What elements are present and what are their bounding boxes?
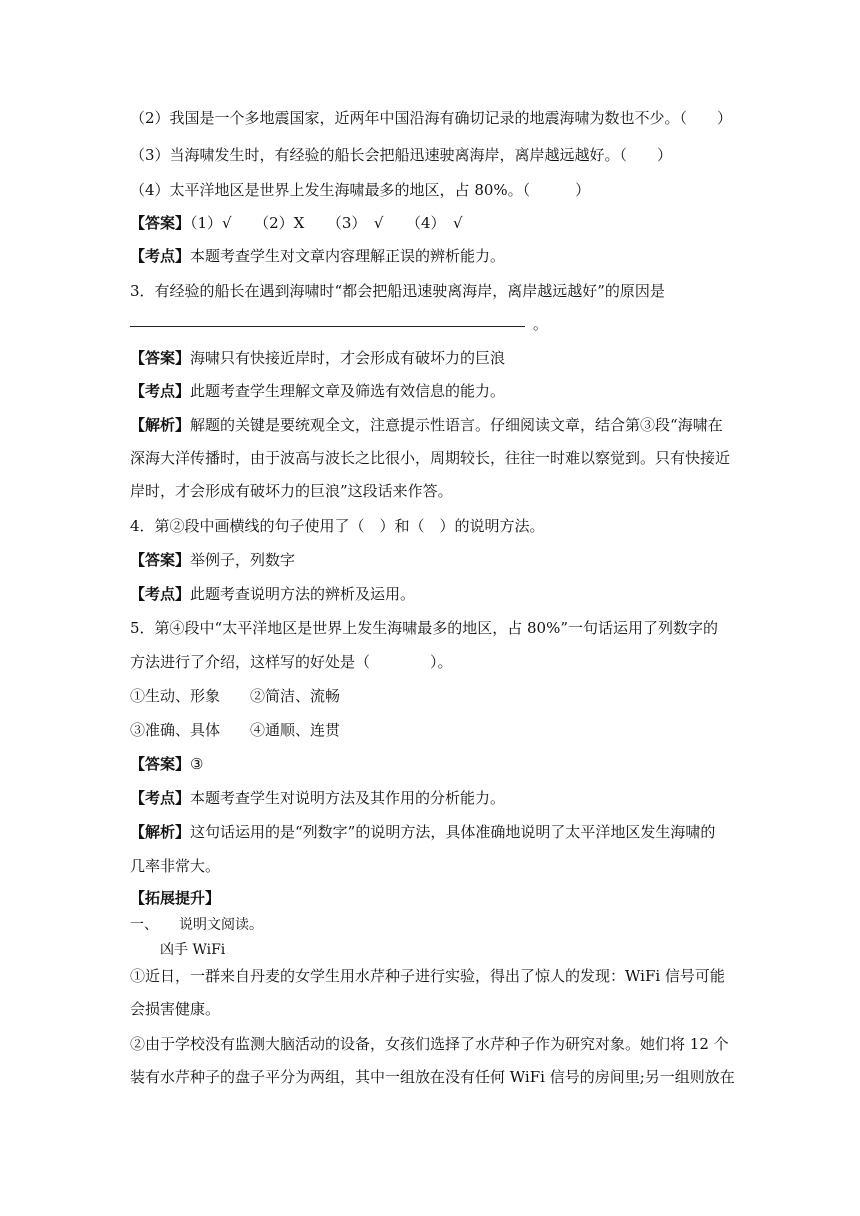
- option-row-1: ①生动、形象 ②简洁、流畅: [130, 687, 341, 705]
- answer-label: 【答案】: [130, 551, 191, 569]
- question-4: 4．第②段中画横线的句子使用了（ ）和（ ）的说明方法。: [130, 517, 545, 535]
- question-2-4: （4）太平洋地区是世界上发生海啸最多的地区，占 80%。（ ）: [130, 181, 591, 199]
- jiexi-q5-line1: [130, 822, 740, 842]
- jiexi-label: 【解析】: [130, 416, 191, 434]
- question-2-3: （3）当海啸发生时，有经验的船长会把船迅速驶离海岸，离岸越远越好。（ ）: [130, 146, 673, 164]
- answer-label: 【答案】: [130, 214, 191, 232]
- section-heading-extension: 【拓展提升】: [130, 889, 221, 907]
- question-5-line2: 方法进行了介绍，这样写的好处是（ ）。: [130, 653, 453, 671]
- jiexi-text: 解题的关键是要统观全文，注意提示性语言。仔细阅读文章，结合第③段“海啸在: [190, 416, 723, 434]
- reading-section-title: 一、 说明文阅读。: [130, 917, 263, 933]
- answer-text: （1）√ （2）X （3） √ （4） √: [190, 214, 463, 232]
- jiexi-q5-line2: 几率非常大。: [130, 857, 221, 875]
- jiexi-q3-line2: 深海大洋传播时，由于波高与波长之比很小，周期较长，往往一时难以察觉到。只有快接近: [130, 449, 731, 467]
- kaodian-label: 【考点】: [130, 789, 191, 807]
- question-3: 3．有经验的船长在遇到海啸时“都会把船迅速驶离海岸，离岸越远越好”的原因是: [130, 282, 665, 300]
- kaodian-label: 【考点】: [130, 585, 191, 603]
- article-paragraph-1-line1: ①近日，一群来自丹麦的女学生用水芹种子进行实验，得出了惊人的发现：WiFi 信号可能: [130, 967, 725, 985]
- kaodian-text: 此题考查说明方法的辨析及运用。: [190, 585, 416, 603]
- answer-blank-line: [130, 326, 525, 327]
- answer-q5: [130, 754, 740, 774]
- jiexi-text: 这句话运用的是“列数字”的说明方法，具体准确地说明了太平洋地区发生海啸的: [190, 823, 716, 841]
- kaodian-q2: [130, 246, 740, 266]
- answer-text: 海啸只有快接近岸时，才会形成有破坏力的巨浪: [190, 349, 506, 367]
- kaodian-q4: [130, 584, 740, 604]
- question-2-2: （2）我国是一个多地震国家，近两年中国沿海有确切记录的地震海啸为数也不少。（ ）: [130, 109, 733, 127]
- kaodian-text: 本题考查学生对文章内容理解正误的辨析能力。: [190, 247, 506, 265]
- answer-q3: [130, 348, 740, 368]
- question-3-period: 。: [533, 315, 549, 333]
- article-paragraph-2-line2: 装有水芹种子的盘子平分为两组，其中一组放在没有任何 WiFi 信号的房间里;另一组则放在: [130, 1068, 735, 1086]
- answer-q2: [130, 213, 740, 233]
- article-paragraph-1-line2: 会损害健康。: [130, 1000, 221, 1018]
- answer-text: ③: [190, 755, 204, 773]
- kaodian-text: 本题考查学生对说明方法及其作用的分析能力。: [190, 789, 506, 807]
- answer-text: 举例子，列数字: [190, 551, 296, 569]
- question-5-line1: 5．第④段中“太平洋地区是世界上发生海啸最多的地区，占 80%”一句话运用了列数字的: [130, 619, 718, 637]
- kaodian-q5: [130, 788, 740, 808]
- kaodian-q3: [130, 381, 740, 401]
- answer-label: 【答案】: [130, 755, 191, 773]
- jiexi-label: 【解析】: [130, 823, 191, 841]
- kaodian-text: 此题考查学生理解文章及筛选有效信息的能力。: [190, 382, 506, 400]
- answer-label: 【答案】: [130, 349, 191, 367]
- kaodian-label: 【考点】: [130, 382, 191, 400]
- article-paragraph-2-line1: ②由于学校没有监测大脑活动的设备，女孩们选择了水芹种子作为研究对象。她们将 12 个: [130, 1035, 729, 1053]
- answer-q4: [130, 550, 740, 570]
- jiexi-q3-line1: [130, 415, 740, 435]
- article-title: 凶手 WiFi: [160, 942, 226, 958]
- jiexi-q3-line3: 岸时，才会形成有破坏力的巨浪”这段话来作答。: [130, 482, 453, 500]
- option-row-2: ③准确、具体 ④通顺、连贯: [130, 721, 341, 739]
- kaodian-label: 【考点】: [130, 247, 191, 265]
